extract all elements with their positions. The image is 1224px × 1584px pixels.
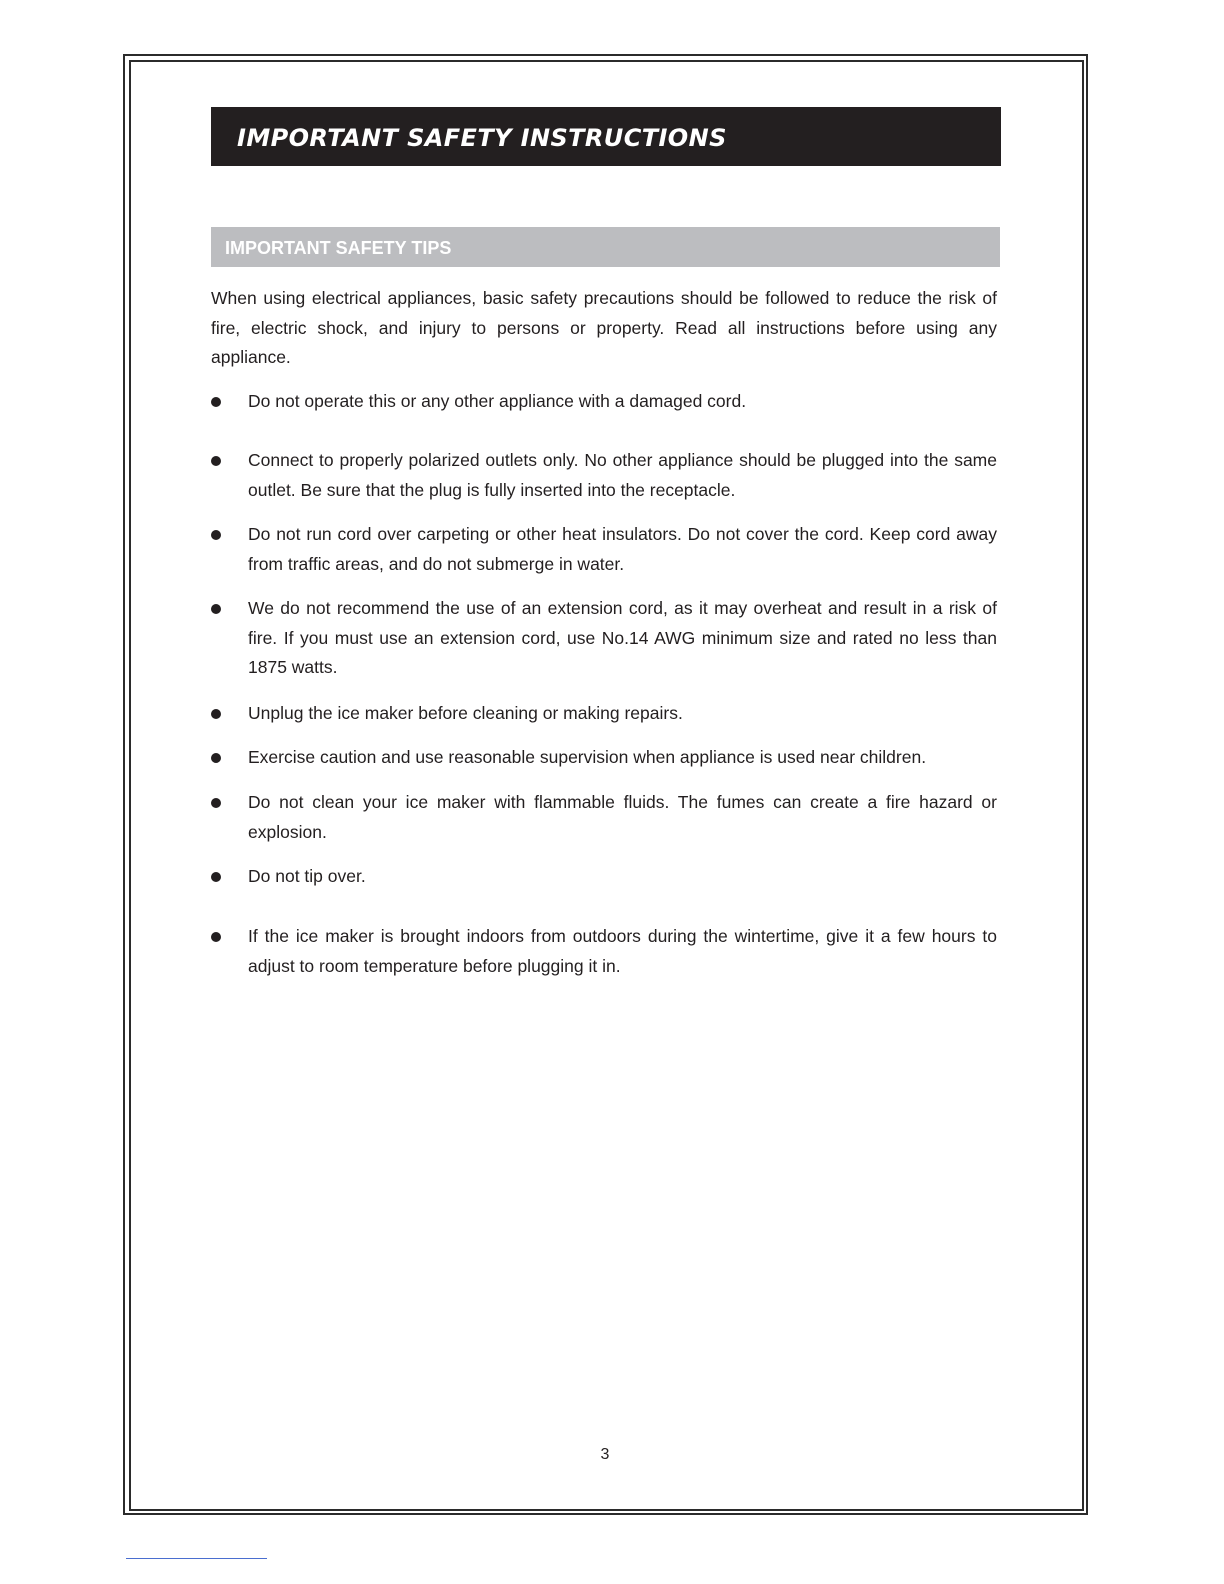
page-border-inner <box>129 60 1084 1511</box>
bullet-icon <box>211 387 248 417</box>
intro-paragraph: When using electrical appliances, basic safety precautions should be followed to reduce the risk of fire, electric shock, and injury to persons or property. Read all instructions before using any appliance. <box>211 288 997 367</box>
bullet-icon <box>211 922 248 981</box>
list-item <box>211 743 997 773</box>
bullet-icon <box>211 446 248 505</box>
bullet-icon <box>211 520 248 579</box>
list-item <box>211 387 997 417</box>
list-item-text: Do not clean your ice maker with flammable fluids. The fumes can create a fire hazard or explosion. <box>248 792 997 842</box>
list-item-text: We do not recommend the use of an extension cord, as it may overheat and result in a risk of fire. If you must use an extension cord, use No.14 AWG minimum size and rated no less than 1875 watts. <box>248 598 997 677</box>
list-item <box>211 446 997 505</box>
list-item-text: Connect to properly polarized outlets only. No other appliance should be plugged into the same outlet. Be sure that the plug is fully inserted into the receptacle. <box>248 450 997 500</box>
footer-rule <box>126 1558 267 1559</box>
list-item-text: Unplug the ice maker before cleaning or making repairs. <box>248 703 683 723</box>
page-title: IMPORTANT SAFETY INSTRUCTIONS <box>237 123 727 152</box>
list-item-text: Do not run cord over carpeting or other heat insulators. Do not cover the cord. Keep cord away from traffic areas, and do not submerge in water. <box>248 524 997 574</box>
list-item-text: Do not operate this or any other appliance with a damaged cord. <box>248 391 747 411</box>
list-item <box>211 594 997 683</box>
bullet-icon <box>211 862 248 892</box>
bullet-icon <box>211 788 248 847</box>
section-title: IMPORTANT SAFETY TIPS <box>225 237 452 258</box>
list-item <box>211 788 997 847</box>
list-item <box>211 922 997 981</box>
bullet-icon <box>211 699 248 729</box>
section-header <box>211 227 1000 267</box>
list-item <box>211 699 997 729</box>
list-item-text: Exercise caution and use reasonable supervision when appliance is used near children. <box>248 747 927 767</box>
bullet-icon <box>211 743 248 773</box>
list-item-text: If the ice maker is brought indoors from outdoors during the wintertime, give it a few hours to adjust to room temperature before plugging it in. <box>248 926 997 976</box>
title-banner <box>211 107 1001 166</box>
list-item <box>211 862 997 892</box>
list-item-text: Do not tip over. <box>248 866 366 886</box>
list-item <box>211 520 997 579</box>
bullet-icon <box>211 594 248 683</box>
page-number: 3 <box>600 1446 610 1463</box>
